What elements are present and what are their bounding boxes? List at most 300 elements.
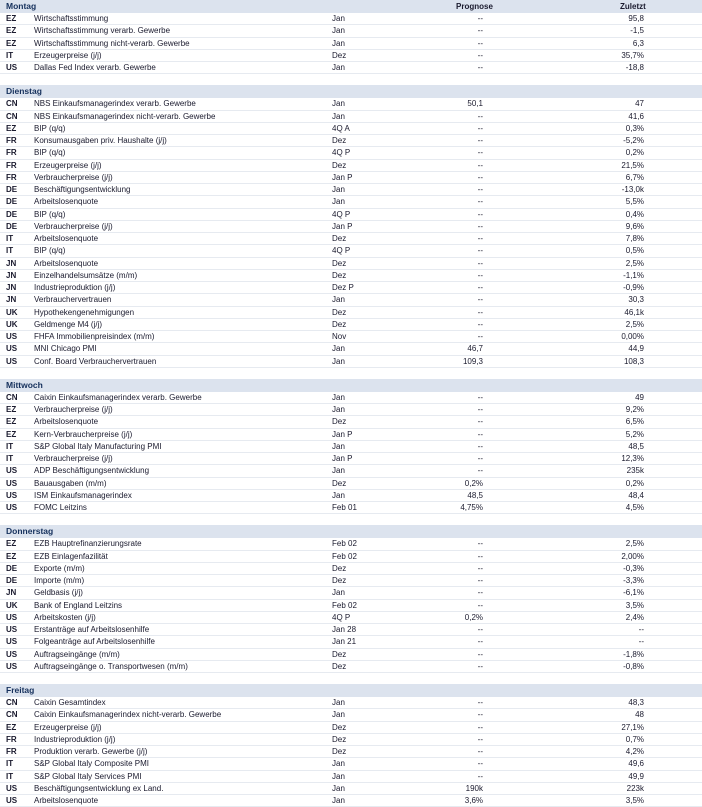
- country-code: EZ: [6, 429, 17, 439]
- last-value: -1,5: [630, 26, 644, 36]
- indicator-name: NBS Einkaufsmanagerindex nicht-verarb. Gewerbe: [34, 111, 216, 121]
- table-row: [0, 441, 702, 453]
- country-code: EZ: [6, 722, 17, 732]
- day-name: Montag: [6, 1, 37, 11]
- indicator-name: Produktion verarb. Gewerbe (j/j): [34, 747, 148, 756]
- period: 4Q P: [332, 612, 351, 622]
- indicator-name: Bauausgaben (m/m): [34, 478, 107, 488]
- forecast-value: --: [477, 160, 483, 170]
- forecast-column-header: Prognose: [456, 2, 493, 11]
- last-value: 12,3%: [621, 454, 644, 463]
- table-row: [0, 135, 702, 147]
- forecast-value: --: [477, 551, 483, 561]
- forecast-value: --: [477, 283, 483, 292]
- last-value: -6,1%: [623, 588, 644, 598]
- last-value: 0,5%: [625, 246, 644, 256]
- forecast-value: --: [477, 111, 483, 121]
- indicator-name: Arbeitslosenquote: [34, 417, 99, 427]
- period: Jan P: [332, 172, 353, 182]
- forecast-value: --: [477, 661, 483, 671]
- period: Dez: [332, 160, 347, 170]
- forecast-value: --: [477, 722, 483, 732]
- table-row: [0, 429, 702, 441]
- country-code: FR: [6, 734, 17, 744]
- last-value: 95,8: [628, 14, 644, 23]
- period: Dez: [332, 576, 347, 585]
- indicator-name: Caixin Einkaufsmanagerindex verarb. Gewerbe: [34, 392, 202, 402]
- forecast-value: --: [477, 539, 483, 549]
- table-row: [0, 282, 702, 294]
- indicator-name: Verbraucherpreise (j/j): [34, 405, 113, 414]
- country-code: US: [6, 503, 18, 512]
- indicator-name: S&P Global Italy Services PMI: [34, 771, 142, 781]
- indicator-name: BIP (q/q): [34, 246, 66, 256]
- period: Jan: [332, 405, 345, 414]
- period: 4Q A: [332, 123, 350, 133]
- country-code: US: [6, 625, 18, 634]
- forecast-value: --: [477, 148, 483, 158]
- period: Jan: [332, 490, 345, 500]
- day-name: Dienstag: [6, 86, 42, 97]
- last-value: 6,7%: [625, 172, 644, 182]
- day-section: [0, 525, 702, 673]
- indicator-name: Auftragseingänge o. Transportwesen (m/m): [34, 661, 188, 671]
- table-row: [0, 62, 702, 74]
- indicator-name: FOMC Leitzins: [34, 503, 87, 512]
- country-code: US: [6, 356, 18, 366]
- indicator-name: Wirtschaftsstimmung verarb. Gewerbe: [34, 26, 171, 36]
- country-code: CN: [6, 698, 18, 707]
- table-row: [0, 356, 702, 368]
- last-value: 48,3: [628, 698, 644, 707]
- country-code: US: [6, 466, 18, 476]
- period: Jan: [332, 392, 345, 402]
- country-code: FR: [6, 160, 17, 170]
- table-row: [0, 697, 702, 709]
- indicator-name: Kern-Verbraucherpreise (j/j): [34, 429, 133, 439]
- indicator-name: Beschäftigungsentwicklung ex Land.: [34, 783, 164, 793]
- country-code: US: [6, 490, 18, 500]
- table-row: [0, 649, 702, 661]
- table-row: [0, 416, 702, 428]
- last-value: 4,5%: [625, 503, 644, 512]
- indicator-name: Verbraucherpreise (j/j): [34, 454, 113, 463]
- country-code: DE: [6, 209, 18, 219]
- table-row: [0, 123, 702, 135]
- last-value: 46,1k: [624, 307, 644, 317]
- table-row: [0, 147, 702, 159]
- indicator-name: BIP (q/q): [34, 148, 66, 158]
- period: Jan: [332, 14, 345, 23]
- day-name: Freitag: [6, 685, 35, 695]
- country-code: US: [6, 637, 18, 647]
- table-row: [0, 13, 702, 25]
- last-value: 2,5%: [625, 258, 644, 268]
- forecast-value: --: [477, 441, 483, 451]
- country-code: JN: [6, 283, 17, 292]
- last-value: 108,3: [623, 356, 644, 366]
- last-value: -1,8%: [623, 649, 644, 659]
- table-row: [0, 160, 702, 172]
- last-value: 49,6: [628, 759, 644, 769]
- day-name: Donnerstag: [6, 526, 54, 537]
- table-row: [0, 221, 702, 233]
- indicator-name: Erzeugerpreise (j/j): [34, 722, 102, 732]
- country-code: IT: [6, 234, 14, 243]
- table-row: [0, 404, 702, 416]
- country-code: FR: [6, 148, 17, 158]
- period: Jan: [332, 771, 345, 781]
- last-value: 0,2%: [625, 478, 644, 488]
- last-value: -0,9%: [623, 283, 644, 292]
- forecast-value: --: [477, 392, 483, 402]
- table-row: [0, 465, 702, 477]
- country-code: IT: [6, 441, 14, 451]
- period: Feb 02: [332, 539, 357, 549]
- table-row: [0, 587, 702, 599]
- country-code: US: [6, 63, 18, 72]
- forecast-value: --: [477, 50, 483, 60]
- country-code: CN: [6, 99, 18, 109]
- period: Feb 02: [332, 600, 357, 610]
- last-value: 2,4%: [625, 612, 644, 622]
- last-value: -3,3%: [623, 576, 644, 585]
- forecast-value: 0,2%: [464, 478, 483, 488]
- day-header: [0, 0, 702, 13]
- country-code: US: [6, 478, 18, 488]
- indicator-name: Verbrauchervertrauen: [34, 295, 112, 305]
- country-code: DE: [6, 576, 18, 585]
- period: Dez: [332, 649, 347, 659]
- indicator-name: Geldmenge M4 (j/j): [34, 319, 103, 329]
- country-code: FR: [6, 747, 17, 756]
- country-code: CN: [6, 111, 18, 121]
- forecast-value: --: [477, 698, 483, 707]
- period: Dez: [332, 319, 347, 329]
- period: 4Q P: [332, 148, 351, 158]
- last-value: 44,9: [628, 344, 644, 354]
- period: Nov: [332, 332, 347, 341]
- country-code: US: [6, 344, 18, 354]
- forecast-value: --: [477, 747, 483, 756]
- last-value: 2,5%: [625, 539, 644, 549]
- period: Dez: [332, 661, 347, 671]
- forecast-value: 0,2%: [464, 612, 483, 622]
- table-row: [0, 771, 702, 783]
- country-code: EZ: [6, 405, 17, 414]
- period: Jan: [332, 185, 345, 194]
- country-code: FR: [6, 172, 17, 182]
- forecast-value: 4,75%: [460, 503, 483, 512]
- last-value: -18,8: [625, 63, 644, 72]
- table-row: [0, 270, 702, 282]
- country-code: EZ: [6, 539, 17, 549]
- forecast-value: --: [477, 185, 483, 194]
- last-value: -13,0k: [621, 185, 644, 194]
- forecast-value: --: [477, 405, 483, 414]
- period: Dez: [332, 50, 347, 60]
- last-value: 3,5%: [625, 796, 644, 805]
- indicator-name: Arbeitskosten (j/j): [34, 612, 96, 622]
- period: Jan: [332, 344, 345, 354]
- country-code: JN: [6, 270, 17, 280]
- country-code: EZ: [6, 123, 17, 133]
- last-value: 0,7%: [625, 734, 644, 744]
- forecast-value: --: [477, 63, 483, 72]
- table-row: [0, 490, 702, 502]
- table-row: [0, 184, 702, 196]
- period: Jan P: [332, 429, 353, 439]
- period: Jan: [332, 466, 345, 476]
- day-header: [0, 684, 702, 697]
- period: Dez: [332, 136, 347, 145]
- period: Dez: [332, 234, 347, 243]
- period: Jan: [332, 441, 345, 451]
- indicator-name: S&P Global Italy Composite PMI: [34, 759, 150, 769]
- period: Jan P: [332, 221, 353, 231]
- period: 4Q P: [332, 209, 351, 219]
- period: Dez P: [332, 283, 354, 292]
- period: Feb 02: [332, 551, 357, 561]
- country-code: IT: [6, 246, 14, 256]
- table-row: [0, 307, 702, 319]
- table-row: [0, 453, 702, 465]
- day-name: Mittwoch: [6, 379, 43, 390]
- indicator-name: BIP (q/q): [34, 123, 66, 133]
- indicator-name: Caixin Einkaufsmanagerindex nicht-verarb. Gewerbe: [34, 710, 222, 720]
- table-row: [0, 551, 702, 563]
- table-row: [0, 758, 702, 770]
- table-row: [0, 783, 702, 795]
- last-value: 3,5%: [625, 600, 644, 610]
- period: Jan 21: [332, 637, 357, 647]
- last-value: 2,00%: [621, 551, 644, 561]
- last-value: 6,3: [632, 38, 644, 48]
- last-value: -1,1%: [623, 270, 644, 280]
- indicator-name: Arbeitslosenquote: [34, 258, 99, 268]
- table-row: [0, 38, 702, 50]
- last-value: 9,2%: [625, 405, 644, 414]
- forecast-value: --: [477, 588, 483, 598]
- indicator-name: Konsumausgaben priv. Haushalte (j/j): [34, 136, 167, 145]
- period: Dez: [332, 307, 347, 317]
- indicator-name: Wirtschaftsstimmung: [34, 14, 109, 23]
- table-row: [0, 795, 702, 807]
- forecast-value: --: [477, 234, 483, 243]
- forecast-value: --: [477, 759, 483, 769]
- forecast-value: --: [477, 771, 483, 781]
- indicator-name: Industrieproduktion (j/j): [34, 283, 116, 292]
- last-value: 21,5%: [621, 160, 644, 170]
- table-row: [0, 111, 702, 123]
- country-code: DE: [6, 197, 18, 207]
- forecast-value: --: [477, 258, 483, 268]
- country-code: CN: [6, 710, 18, 720]
- country-code: DE: [6, 185, 18, 194]
- last-value: 9,6%: [625, 221, 644, 231]
- country-code: UK: [6, 307, 18, 317]
- country-code: US: [6, 783, 18, 793]
- forecast-value: --: [477, 734, 483, 744]
- country-code: US: [6, 649, 18, 659]
- last-value: 223k: [626, 783, 644, 793]
- period: Jan: [332, 783, 345, 793]
- forecast-value: --: [477, 123, 483, 133]
- country-code: UK: [6, 319, 18, 329]
- forecast-value: --: [477, 600, 483, 610]
- period: Jan: [332, 698, 345, 707]
- section-spacer: [0, 673, 702, 684]
- table-row: [0, 172, 702, 184]
- country-code: DE: [6, 221, 18, 231]
- indicator-name: Dallas Fed Index verarb. Gewerbe: [34, 63, 156, 72]
- country-code: US: [6, 661, 18, 671]
- country-code: FR: [6, 136, 17, 145]
- country-code: US: [6, 796, 18, 805]
- country-code: EZ: [6, 14, 17, 23]
- table-row: [0, 746, 702, 758]
- forecast-value: 190k: [465, 783, 483, 793]
- forecast-value: 48,5: [467, 490, 483, 500]
- table-row: [0, 233, 702, 245]
- last-value: 5,5%: [625, 197, 644, 207]
- indicator-name: Folgeanträge auf Arbeitslosenhilfe: [34, 637, 155, 647]
- period: Dez: [332, 258, 347, 268]
- section-spacer: [0, 74, 702, 85]
- day-header: [0, 379, 702, 392]
- forecast-value: --: [477, 417, 483, 427]
- indicator-name: Arbeitslosenquote: [34, 234, 99, 243]
- indicator-name: Arbeitslosenquote: [34, 197, 99, 207]
- period: Jan: [332, 197, 345, 207]
- country-code: US: [6, 332, 18, 341]
- table-row: [0, 258, 702, 270]
- last-value: 0,00%: [621, 332, 644, 341]
- period: Dez: [332, 563, 347, 573]
- forecast-value: --: [477, 246, 483, 256]
- forecast-value: --: [477, 429, 483, 439]
- day-section: [0, 684, 702, 807]
- table-row: [0, 538, 702, 550]
- table-row: [0, 196, 702, 208]
- table-row: [0, 294, 702, 306]
- country-code: EZ: [6, 417, 17, 427]
- table-row: [0, 502, 702, 514]
- forecast-value: --: [477, 625, 483, 634]
- forecast-value: 46,7: [467, 344, 483, 354]
- forecast-value: 50,1: [467, 99, 483, 109]
- last-column-header: Zuletzt: [620, 2, 646, 11]
- indicator-name: Erstanträge auf Arbeitslosenhilfe: [34, 625, 150, 634]
- country-code: IT: [6, 454, 14, 463]
- period: Jan: [332, 710, 345, 720]
- table-row: [0, 600, 702, 612]
- forecast-value: --: [477, 649, 483, 659]
- country-code: EZ: [6, 26, 17, 36]
- period: Dez: [332, 478, 347, 488]
- period: Jan: [332, 356, 345, 366]
- forecast-value: --: [477, 221, 483, 231]
- indicator-name: Erzeugerpreise (j/j): [34, 160, 102, 170]
- country-code: US: [6, 612, 18, 622]
- indicator-name: Exporte (m/m): [34, 563, 85, 573]
- last-value: -5,2%: [623, 136, 644, 145]
- table-row: [0, 734, 702, 746]
- forecast-value: --: [477, 136, 483, 145]
- country-code: JN: [6, 295, 17, 305]
- table-row: [0, 25, 702, 37]
- table-row: [0, 392, 702, 404]
- country-code: IT: [6, 759, 14, 769]
- table-row: [0, 50, 702, 62]
- table-row: [0, 319, 702, 331]
- table-row: [0, 98, 702, 110]
- country-code: EZ: [6, 38, 17, 48]
- period: Dez: [332, 734, 347, 744]
- forecast-value: --: [477, 563, 483, 573]
- table-row: [0, 661, 702, 673]
- period: Jan P: [332, 454, 353, 463]
- forecast-value: 3,6%: [464, 796, 483, 805]
- indicator-name: Verbraucherpreise (j/j): [34, 221, 113, 231]
- last-value: --: [638, 637, 644, 647]
- indicator-name: Importe (m/m): [34, 576, 85, 585]
- indicator-name: ADP Beschäftigungsentwicklung: [34, 466, 150, 476]
- last-value: 7,8%: [625, 234, 644, 243]
- day-section: [0, 0, 702, 74]
- indicator-name: Einzelhandelsumsätze (m/m): [34, 270, 138, 280]
- period: Jan: [332, 796, 345, 805]
- table-row: [0, 575, 702, 587]
- period: Jan: [332, 111, 345, 121]
- forecast-value: --: [477, 710, 483, 720]
- day-header: [0, 525, 702, 538]
- indicator-name: NBS Einkaufsmanagerindex verarb. Gewerbe: [34, 99, 196, 109]
- country-code: CN: [6, 392, 18, 402]
- country-code: DE: [6, 563, 18, 573]
- last-value: 4,2%: [625, 747, 644, 756]
- indicator-name: Verbraucherpreise (j/j): [34, 172, 113, 182]
- country-code: IT: [6, 50, 14, 60]
- indicator-name: Wirtschaftsstimmung nicht-verarb. Gewerbe: [34, 38, 190, 48]
- period: Dez: [332, 722, 347, 732]
- period: Dez: [332, 417, 347, 427]
- last-value: 0,3%: [625, 123, 644, 133]
- forecast-value: --: [477, 454, 483, 463]
- table-row: [0, 343, 702, 355]
- indicator-name: ISM Einkaufsmanagerindex: [34, 490, 132, 500]
- indicator-name: Beschäftigungsentwicklung: [34, 185, 131, 194]
- forecast-value: --: [477, 38, 483, 48]
- forecast-value: --: [477, 26, 483, 36]
- last-value: --: [638, 625, 644, 634]
- indicator-name: BIP (q/q): [34, 209, 66, 219]
- last-value: 30,3: [628, 295, 644, 305]
- period: Jan: [332, 588, 345, 598]
- forecast-value: --: [477, 576, 483, 585]
- day-section: [0, 379, 702, 515]
- table-row: [0, 722, 702, 734]
- section-spacer: [0, 368, 702, 379]
- last-value: 49,9: [628, 771, 644, 781]
- forecast-value: --: [477, 270, 483, 280]
- indicator-name: S&P Global Italy Manufacturing PMI: [34, 441, 162, 451]
- forecast-value: 109,3: [462, 356, 483, 366]
- period: Jan: [332, 63, 345, 72]
- last-value: 48: [635, 710, 644, 720]
- period: Dez: [332, 270, 347, 280]
- forecast-value: --: [477, 209, 483, 219]
